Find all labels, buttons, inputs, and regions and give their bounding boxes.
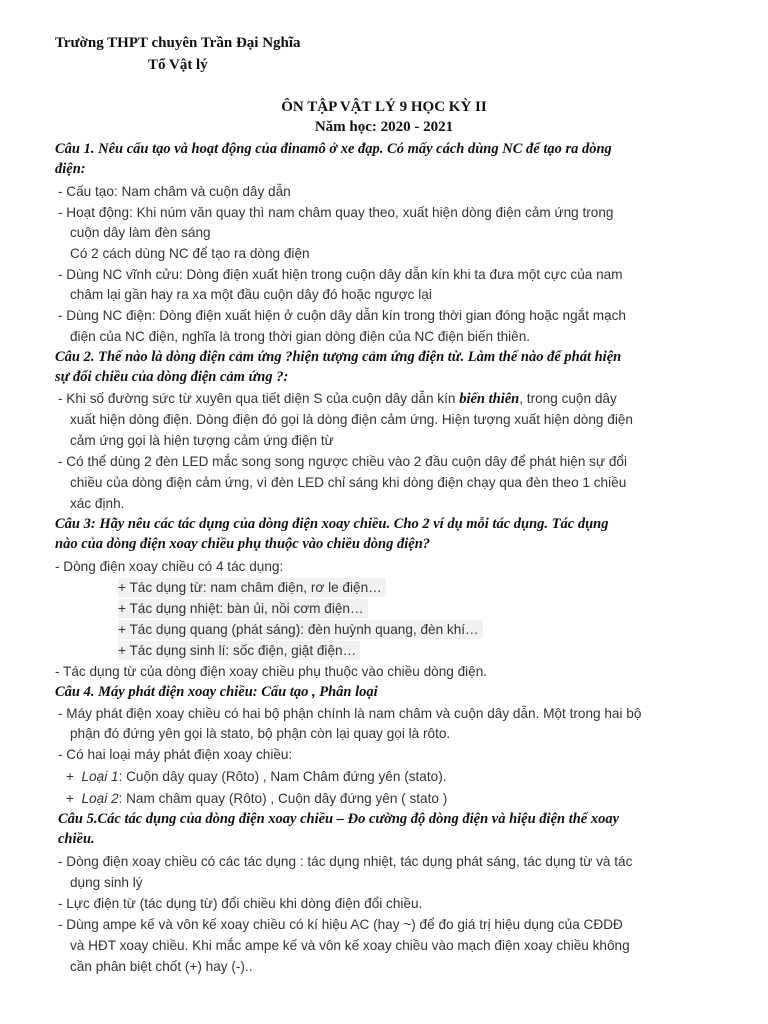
q5-line: cần phân biệt chốt (+) hay (-)..: [70, 959, 253, 974]
q2-line: xuất hiện dòng điện. Dòng điện đó gọi là dòng điện cảm ứng. Hiện tượng xuất hiện dòng điện: [70, 412, 633, 427]
plus-bullet: +: [66, 791, 74, 806]
q3-line: - Dòng điện xoay chiều có 4 tác dụng:: [55, 559, 284, 574]
question-2-heading: Câu 2. Thế nào là dòng điện cảm ứng ?hiện tượng cảm ứng điện từ. Làm thế nào để phát hiện: [55, 349, 622, 365]
question-1-heading: Câu 1. Nêu cấu tạo và hoạt động của đinamô ở xe đạp. Có mấy cách dùng NC để tạo ra dòng: [55, 141, 612, 157]
school-name: Trường THPT chuyên Trần Đại Nghĩa: [55, 35, 301, 51]
q4-type-label: Loại 2: [81, 791, 119, 806]
q4-line: - Có hai loại máy phát điện xoay chiều:: [58, 747, 293, 762]
q1-line: điện của NC điện, nghĩa là trong thời gian dòng điện của NC điện biến thiên.: [70, 329, 531, 344]
school-year: Năm học: 2020 - 2021: [314, 119, 454, 135]
department-name: Tổ Vật lý: [148, 57, 208, 73]
question-2-heading-cont: sự đổi chiều của dòng điện cảm ứng ?:: [55, 369, 289, 385]
q3-line: - Tác dụng từ của dòng điện xoay chiều phụ thuộc vào chiều dòng điện.: [55, 664, 488, 679]
q5-line: - Dòng điện xoay chiều có các tác dụng : tác dụng nhiệt, tác dụng phát sáng, tác dụng từ và tác: [58, 854, 633, 869]
q1-line: - Cấu tạo: Nam châm và cuộn dây dẫn: [58, 184, 291, 199]
question-4-heading: Câu 4. Máy phát điện xoay chiều: Cấu tạo , Phân loại: [55, 684, 378, 700]
q3-effect-item: + Tác dụng nhiệt: bàn ủi, nồi cơm điện…: [118, 599, 368, 618]
q2-line: - Có thể dùng 2 đèn LED mắc song song ngược chiều vào 2 đầu cuộn dây để phát hiện sự đổi: [58, 454, 627, 469]
q4-type-text: : Nam châm quay (Rôto) , Cuộn dây đứng yên ( stato ): [118, 791, 448, 806]
q1-line: - Dùng NC vĩnh cửu: Dòng điện xuất hiện trong cuộn dây dẫn kín khi ta đưa một cực của nam: [58, 267, 623, 282]
question-5-heading-cont: chiều.: [58, 831, 95, 847]
question-5-heading: Câu 5.Các tác dụng của dòng điện xoay chiều – Đo cường độ dòng điện và hiệu điện thế xoay: [58, 811, 620, 827]
question-1-heading-cont: điện:: [55, 161, 86, 177]
q3-effect-item: + Tác dụng quang (phát sáng): đèn huỳnh quang, đèn khí…: [118, 620, 483, 639]
q4-type-text: : Cuộn dây quay (Rôto) , Nam Châm đứng yên (stato).: [118, 769, 447, 784]
q4-type-2: [66, 789, 447, 808]
q2-line: xác định.: [70, 496, 125, 511]
q5-line: - Dùng ampe kế và vôn kế xoay chiều có kí hiệu AC (hay ~) để đo giá trị hiệu dụng của CĐDĐ: [58, 917, 623, 932]
q5-line: dụng sinh lý: [70, 875, 143, 890]
q2-line: cảm ứng gọi là hiện tượng cảm ứng điện từ: [70, 433, 334, 448]
q1-line: - Hoạt động: Khi núm văn quay thì nam châm quay theo, xuất hiện dòng điện cảm ứng trong: [58, 205, 614, 220]
q4-type-label: Loại 1: [81, 769, 119, 784]
document-title: ÔN TẬP VẬT LÝ 9 HỌC KỲ II: [281, 99, 487, 115]
q5-line: và HĐT xoay chiều. Khi mắc ampe kế và vôn kế xoay chiều vào mạch điện xoay chiều không: [70, 938, 630, 953]
q2-line-text: - Khi số đường sức từ xuyên qua tiết diện S của cuộn dây dẫn kín: [58, 391, 460, 406]
q3-effect-item: + Tác dụng từ: nam châm điện, rơ le điện…: [118, 578, 386, 597]
q4-line: - Máy phát điện xoay chiều có hai bộ phận chính là nam châm và cuộn dây dẫn. Một trong hai bộ: [58, 706, 642, 721]
plus-bullet: +: [66, 769, 74, 784]
q1-line: cuộn dây làm đèn sáng: [70, 225, 211, 240]
q1-line: châm lại gần hay ra xa một đầu cuộn dây đó hoặc ngược lại: [70, 287, 432, 302]
q1-line: - Dùng NC điện: Dòng điện xuất hiện ở cuộn dây dẫn kín trong thời gian đóng hoặc ngắt mạch: [58, 308, 626, 323]
q1-line: Có 2 cách dùng NC để tạo ra dòng điện: [70, 246, 310, 261]
question-3-heading-cont: nào của dòng điện xoay chiều phụ thuộc vào chiều dòng điện?: [55, 536, 431, 552]
q2-line: [58, 389, 617, 409]
q2-emphasis: biến thiên: [459, 391, 520, 407]
q3-effect-item: + Tác dụng sinh lí: sốc điện, giật điện…: [118, 641, 360, 660]
q4-line: phận đó đứng yên gọi là stato, bộ phận còn lại quay gọi là rôto.: [70, 726, 451, 741]
q2-line: chiều của dòng điện cảm ứng, vì đèn LED chỉ sáng khi dòng điện chạy qua đèn theo 1 chiều: [70, 475, 627, 490]
question-3-heading: Câu 3: Hãy nêu các tác dụng của dòng điện xoay chiều. Cho 2 ví dụ mỗi tác dụng. Tác dụng: [55, 516, 609, 532]
q2-line-text: , trong cuộn dây: [519, 391, 617, 406]
q4-type-1: [66, 767, 447, 786]
q5-line: - Lực điện từ (tác dụng từ) đổi chiều khi dòng điện đổi chiều.: [58, 896, 423, 911]
